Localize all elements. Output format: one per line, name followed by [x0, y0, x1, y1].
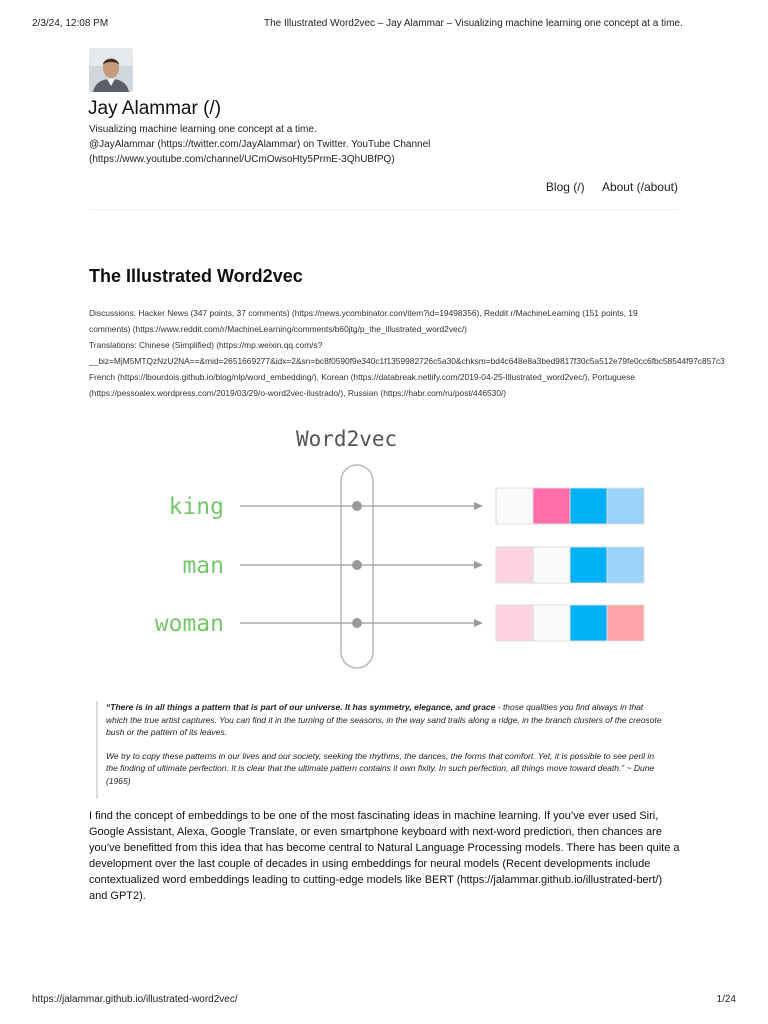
vector-cell	[533, 488, 570, 524]
vector-cell	[496, 488, 533, 524]
quote-bold-text: “There is in all things a pattern that is part of our universe. It has symmetry, elegance, and grace	[106, 702, 496, 712]
quote-paragraph-1	[106, 701, 666, 739]
site-title-link[interactable]: Jay Alammar (/)	[88, 98, 222, 119]
print-url: https://jalammar.github.io/illustrated-word2vec/	[32, 994, 238, 1005]
vector-cell	[496, 547, 533, 583]
nav-about-link[interactable]: About (/about)	[601, 180, 678, 194]
top-nav	[532, 180, 678, 194]
print-page-number: 1/24	[716, 994, 736, 1005]
diagram-row-king	[169, 488, 644, 524]
word-label: woman	[154, 611, 224, 637]
diagram-row-woman	[155, 605, 644, 641]
post-title: The Illustrated Word2vec	[89, 266, 303, 286]
quote-paragraph-2: We try to copy these patterns in our lives and our society, seeking the rhythms, the dances, the forms that comfort. Yet, it is possible to see peril in the finding of ultimate perfection. It is clear that the ultimate pattern contains it own fixity. In such perfection, all things move toward death.” ~ Dune (1965)	[106, 750, 655, 786]
site-tagline: Visualizing machine learning one concept at a time.	[89, 124, 317, 135]
dune-quote	[96, 701, 666, 799]
arrow-head-icon	[474, 619, 483, 627]
meta-translations-line[interactable]: Translations: Chinese (Simplified) (https://mp.weixin.qq.com/s?	[89, 340, 323, 350]
meta-translations-line[interactable]: (https://pessoalex.wordpress.com/2019/03/29/o-word2vec-ilustrado/), Russian (https://habr.com/ru/post/446530/)	[89, 388, 507, 398]
arrow-head-icon	[474, 561, 483, 569]
vector-cell	[607, 605, 644, 641]
print-footer	[32, 994, 736, 1008]
post-meta	[89, 305, 733, 401]
vector-cell	[607, 488, 644, 524]
avatar-photo-icon	[89, 48, 133, 92]
arrow-head-icon	[474, 502, 483, 510]
meta-translations-line[interactable]: __biz=MjM5MTQzNzU2NA==&mid=2651669277&idx=2&sn=bc8f0590f9e340c1f1359982726c5a30&chksm=bd4c648e8a3bed9817f30c5a512e79fe0cc6fbc58544f97c857c3	[89, 356, 725, 366]
diagram-rows	[155, 488, 644, 641]
quote-text: - those qualities you find always in that which the true artist captures. You can find it in the turning of the seasons, in the way sand trails along a ridge, in the branch clusters of the creosote bush or the pattern of its leaves.	[106, 702, 662, 738]
print-header	[32, 18, 736, 32]
intro-paragraph: I find the concept of embeddings to be one of the most fascinating ideas in machine learning. If you’ve ever used Siri, Google Assistant, Alexa, Google Translate, or even smartphone keyboard with next-word prediction, then chances are you’ve benefitted from this idea that has become central to Natural Language Processing models. There has been quite a development over the last couple of decades in using embeddings for neural models (Recent developments include contextualized word embeddings leading to cutting-edge models like BERT (https://jalammar.github.io/illustrated-bert/) and GPT2).	[89, 810, 680, 902]
site-description	[89, 122, 449, 167]
vector-cell	[570, 605, 607, 641]
site-youtube-link[interactable]: (https://www.youtube.com/channel/UCmOwsoHty5PrmE-3QhUBfPQ)	[89, 154, 395, 165]
embedding-node	[352, 560, 362, 570]
meta-discussions-line[interactable]: Discussions: Hacker News (347 points, 37 comments) (https://news.ycombinator.com/item?id=19498356), Reddit r/MachineLearning (151 points, 19	[89, 308, 638, 318]
vector-cell	[570, 488, 607, 524]
vector-cell	[570, 547, 607, 583]
nav-blog-link[interactable]: Blog (/)	[545, 180, 585, 194]
vector-cell	[496, 605, 533, 641]
print-page-title: The Illustrated Word2vec – Jay Alammar – Visualizing machine learning one concept at a time.	[264, 18, 683, 29]
word2vec-diagram	[150, 420, 670, 680]
embedding-node	[352, 618, 362, 628]
vector-cell	[533, 547, 570, 583]
word-label: king	[168, 494, 224, 520]
embedding-node	[352, 501, 362, 511]
meta-translations-line[interactable]: French (https://lbourdois.github.io/blog/nlp/word_embedding/), Korean (https://databreak.netlify.com/2019-04-25-Illustrated_word2vec/), Portuguese	[89, 372, 635, 382]
word2vec-figure	[150, 420, 670, 680]
meta-discussions-line[interactable]: comments) (https://www.reddit.com/r/MachineLearning/comments/b60jtg/p_the_illustrated_word2vec/)	[89, 324, 467, 334]
vector-cell	[533, 605, 570, 641]
vector-cell	[607, 547, 644, 583]
diagram-row-man	[182, 547, 644, 583]
print-date: 2/3/24, 12:08 PM	[32, 18, 109, 29]
word-label: man	[182, 553, 224, 579]
diagram-heading: Word2vec	[296, 427, 398, 451]
author-avatar[interactable]	[89, 48, 133, 92]
site-social-links[interactable]: @JayAlammar (https://twitter.com/JayAlammar) on Twitter. YouTube Channel	[89, 139, 431, 150]
header-divider	[89, 209, 678, 210]
